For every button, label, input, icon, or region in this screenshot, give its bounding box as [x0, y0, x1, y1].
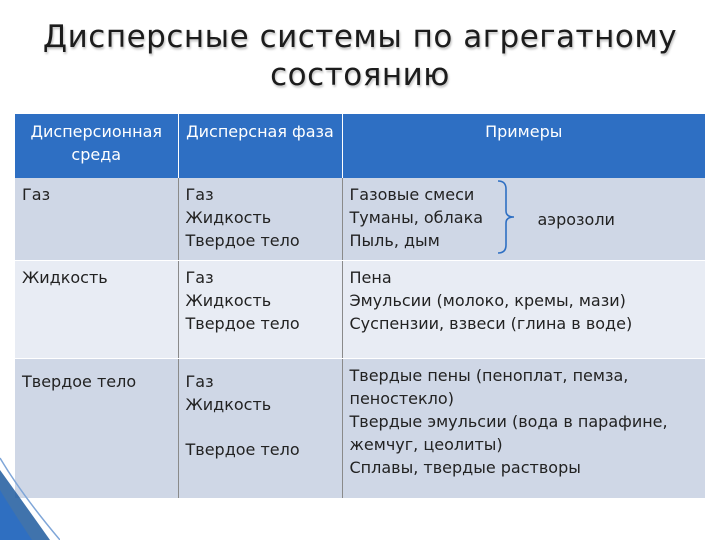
- medium-cell: Газ: [15, 178, 178, 260]
- phase-item: Жидкость: [185, 290, 272, 310]
- aerosol-group-label: аэрозоли: [537, 210, 615, 229]
- example-item: Сплавы, твердые растворы: [349, 457, 581, 477]
- examples-cell: [342, 260, 705, 358]
- title-line-1: Дисперсные системы по агрегатному: [42, 19, 678, 55]
- example-item: Пена: [349, 267, 392, 287]
- header-examples: Примеры: [342, 114, 705, 178]
- phase-cell: [178, 358, 342, 498]
- table-header-row: [15, 114, 705, 178]
- phase-item: Твердое тело: [185, 231, 300, 250]
- title-line-2: состоянию: [270, 57, 450, 93]
- phase-cell: [178, 178, 342, 260]
- phase-cell: [178, 260, 342, 358]
- example-item: Твердые эмульсии (вода в парафине, жемчуг, цеолиты): [349, 411, 668, 454]
- table-row: [15, 178, 705, 260]
- corner-wave-decoration-icon: [0, 450, 60, 540]
- example-item: Твердые пены (пеноплат, пемза, пеностекло): [349, 365, 629, 408]
- phase-item: Твердое тело: [185, 439, 300, 459]
- curly-brace-icon: [496, 179, 518, 255]
- header-phase: Дисперсная фаза: [178, 114, 342, 178]
- page-title: [40, 18, 680, 94]
- example-item: Пыль, дым: [349, 231, 440, 250]
- dispersion-table: [15, 114, 705, 499]
- phase-item: Жидкость: [185, 208, 272, 227]
- example-item: Эмульсии (молоко, кремы, мази): [349, 290, 626, 310]
- example-item: Суспензии, взвеси (глина в воде): [349, 313, 633, 333]
- table-row: [15, 260, 705, 358]
- phase-item: Газ: [185, 371, 214, 391]
- phase-item: Газ: [185, 185, 214, 204]
- header-medium: Дисперсионная среда: [15, 114, 178, 178]
- example-item: Туманы, облака: [349, 208, 484, 227]
- table-row: [15, 358, 705, 498]
- examples-cell: [342, 358, 705, 498]
- phase-item: Газ: [185, 267, 214, 287]
- medium-cell: Твердое тело: [15, 358, 178, 498]
- medium-cell: Жидкость: [15, 260, 178, 358]
- phase-item: Жидкость: [185, 394, 272, 414]
- phase-item: Твердое тело: [185, 313, 300, 333]
- examples-cell: [342, 178, 705, 260]
- example-item: Газовые смеси: [349, 185, 475, 204]
